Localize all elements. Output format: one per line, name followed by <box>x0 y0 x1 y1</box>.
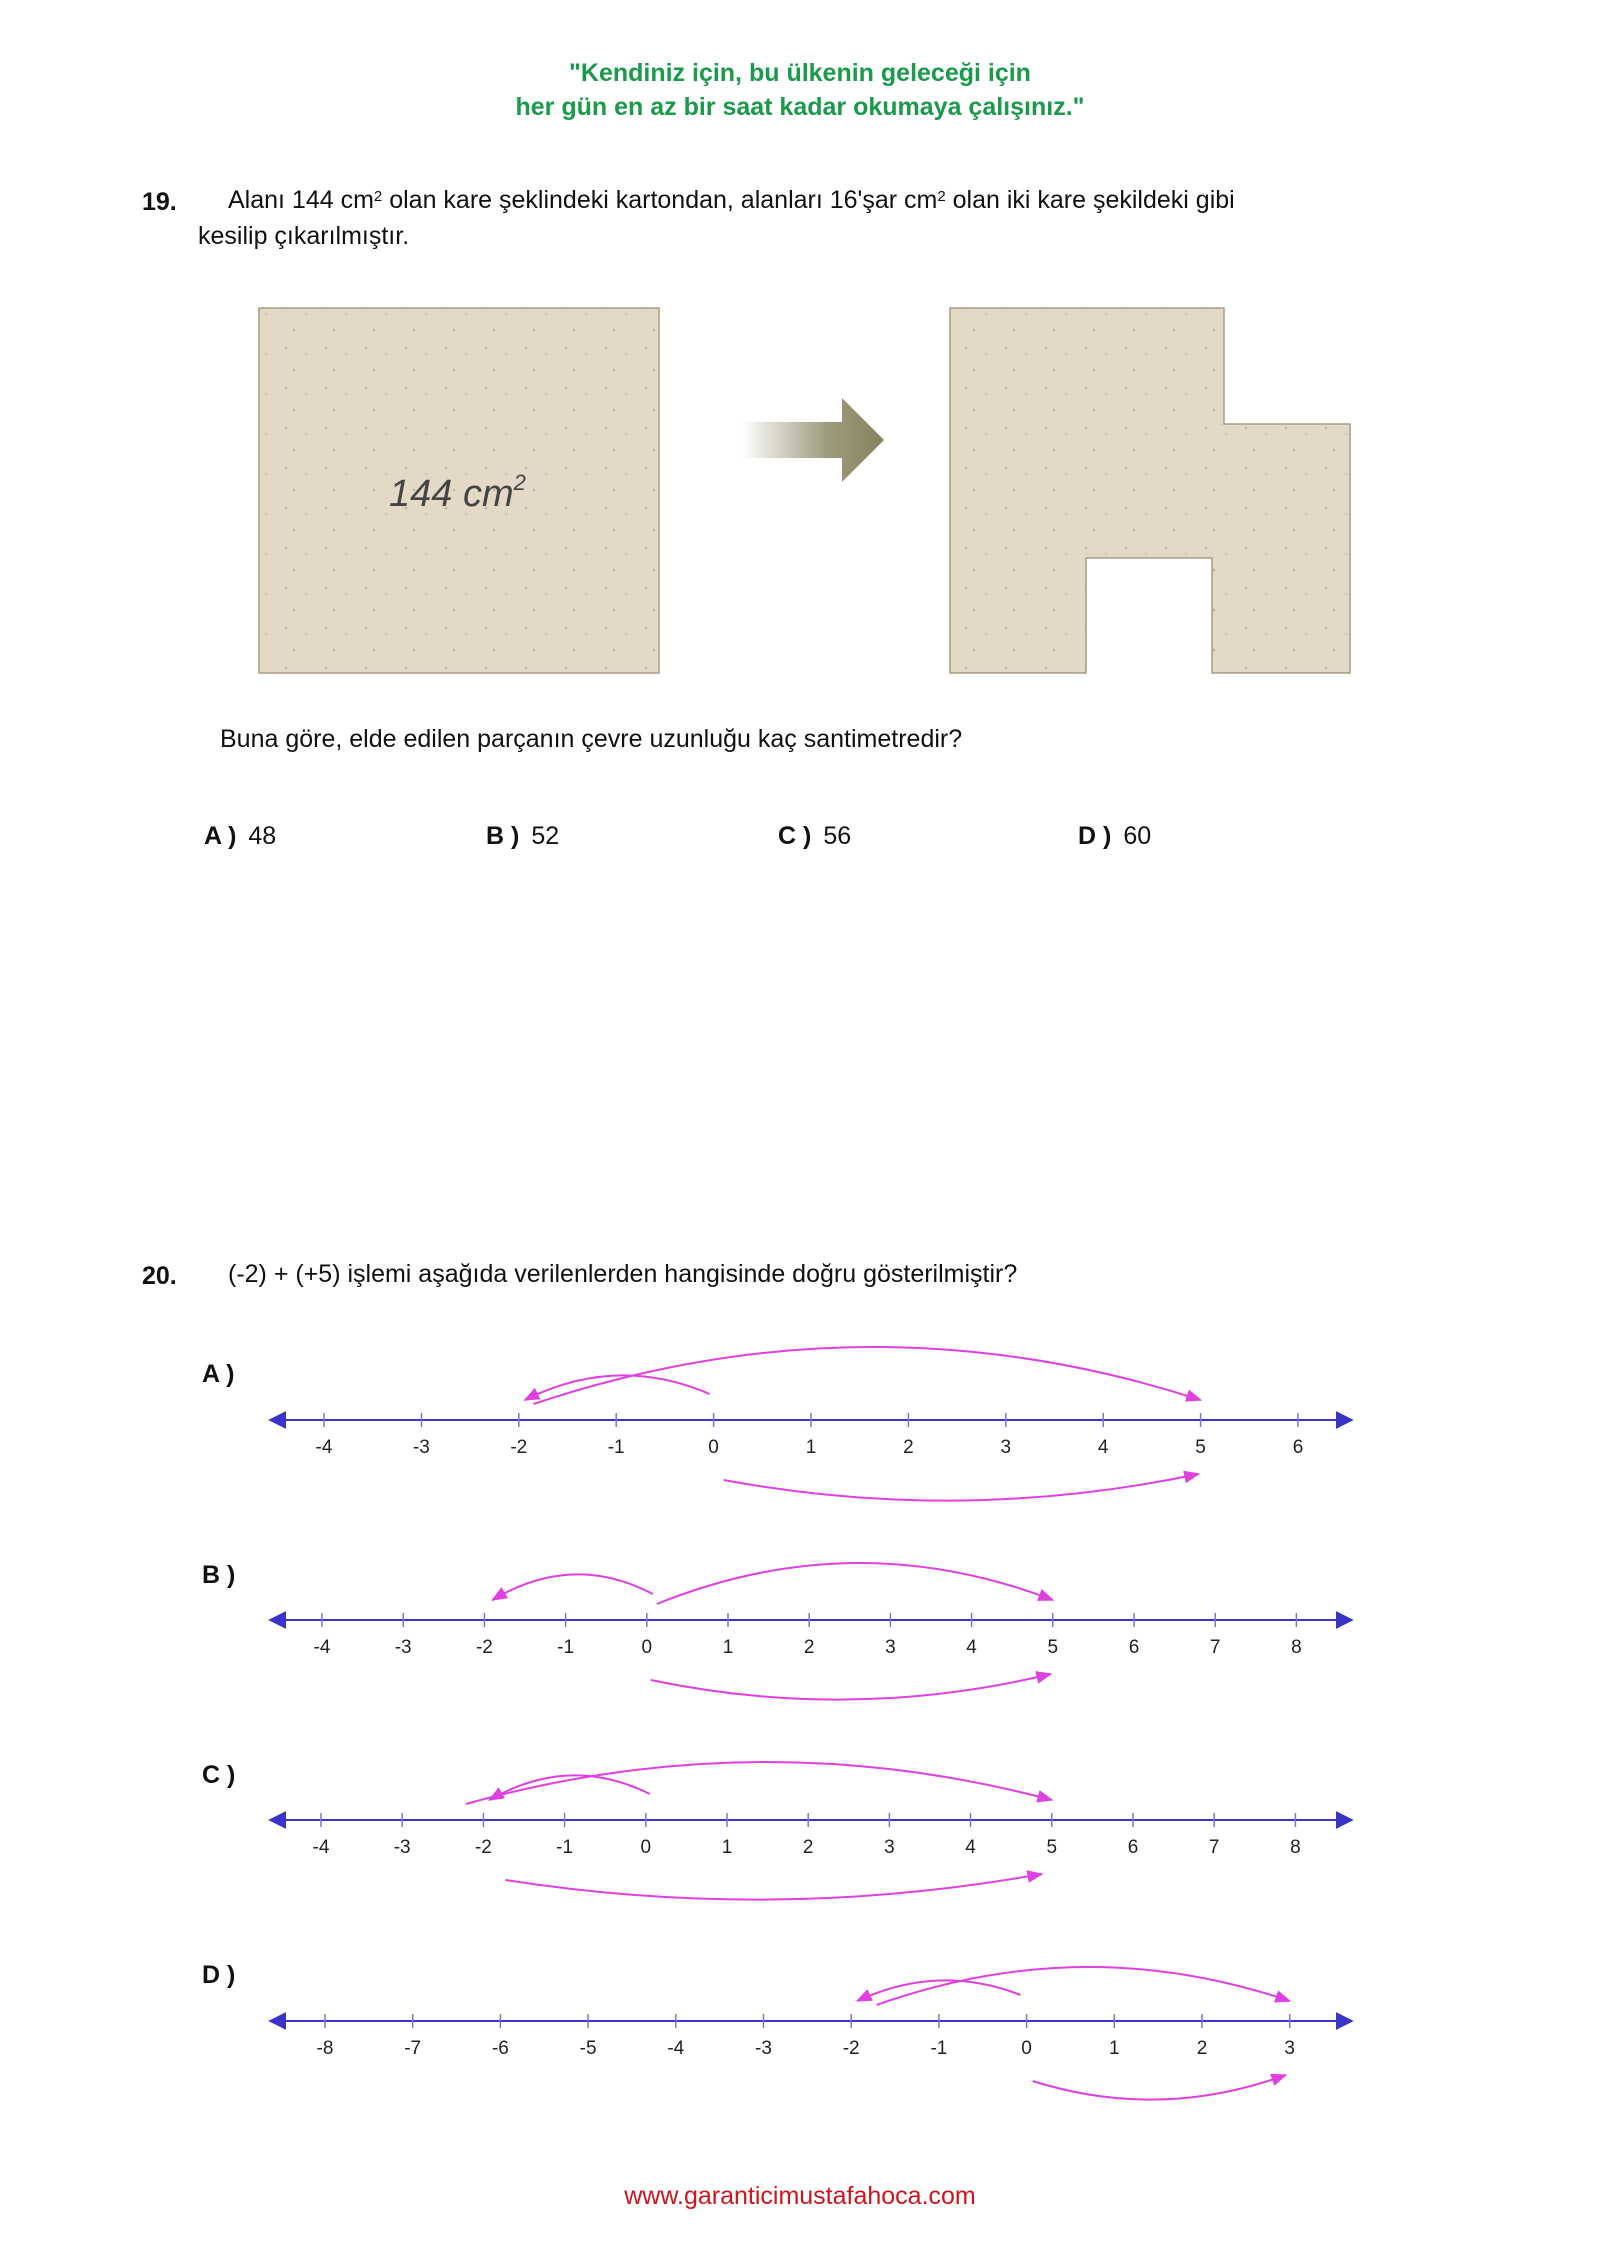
tick-label: 0 <box>708 1437 719 1458</box>
q20-option-a-label[interactable]: A ) <box>202 1360 235 1388</box>
question-19-prompt: Buna göre, elde edilen parçanın çevre uzunluğu kaç santimetredir? <box>220 725 963 753</box>
jump-arc <box>724 1474 1199 1501</box>
tick-label: 5 <box>1195 1437 1206 1458</box>
tick-label: -3 <box>412 1437 430 1458</box>
question-20-number: 20. <box>142 1262 177 1290</box>
tick-label: 3 <box>884 1837 895 1858</box>
motto-line-1: "Kendiniz için, bu ülkenin geleceği için <box>569 59 1031 87</box>
tick-label: 4 <box>965 1837 976 1858</box>
tick-label: 1 <box>721 1837 733 1858</box>
q20-option-b-label[interactable]: B ) <box>202 1561 236 1589</box>
tick-label: 2 <box>903 1437 914 1458</box>
tick-label: 2 <box>1196 2038 1208 2059</box>
tick-label: 3 <box>885 1637 896 1658</box>
cut-carton-shape <box>950 308 1350 673</box>
tick-label: -3 <box>394 1637 412 1658</box>
question-19-text-line-2: kesilip çıkarılmıştır. <box>198 222 410 250</box>
tick-label: 8 <box>1291 1637 1302 1658</box>
tick-label: 5 <box>1047 1637 1059 1658</box>
footer-website: www.garanticimustafahoca.com <box>624 2182 976 2210</box>
tick-label: -2 <box>474 1837 492 1858</box>
tick-label: 2 <box>802 1837 814 1858</box>
jump-arc <box>492 1574 652 1600</box>
jump-arc <box>877 1967 1290 2005</box>
tick-label: -2 <box>510 1437 528 1458</box>
number-line-b <box>270 1563 1352 1700</box>
tick-label: -1 <box>556 1837 574 1858</box>
tick-label: -1 <box>930 2038 948 2059</box>
tick-label: 0 <box>640 1837 652 1858</box>
tick-label: 5 <box>1046 1837 1058 1858</box>
tick-label: 4 <box>1097 1437 1109 1458</box>
q20-option-c-label[interactable]: C ) <box>202 1761 236 1789</box>
tick-label: 6 <box>1292 1437 1304 1458</box>
tick-label: -2 <box>475 1637 493 1658</box>
jump-arc <box>466 1762 1052 1804</box>
number-line-d <box>270 1967 1352 2100</box>
q19-option-c[interactable]: C ) 56 <box>778 822 852 850</box>
question-19-number: 19. <box>142 188 177 216</box>
jump-arc <box>505 1874 1041 1900</box>
tick-label: -5 <box>579 2038 597 2059</box>
q19-option-b[interactable]: B ) 52 <box>486 822 560 850</box>
number-line-c <box>270 1762 1352 1900</box>
tick-label: 1 <box>1109 2038 1120 2059</box>
tick-label: -1 <box>557 1637 575 1658</box>
jump-arc <box>857 1980 1020 2001</box>
tick-label: -6 <box>491 2038 509 2059</box>
q20-option-d-label[interactable]: D ) <box>202 1961 236 1989</box>
transform-arrow-icon <box>742 398 884 482</box>
tick-label: -4 <box>667 2038 685 2059</box>
tick-label: -1 <box>607 1437 625 1458</box>
tick-label: -4 <box>313 1637 331 1658</box>
question-20-text: (-2) + (+5) işlemi aşağıda verilenlerden hangisinde doğru gösterilmiştir? <box>228 1260 1018 1288</box>
tick-label: 0 <box>1021 2038 1032 2059</box>
tick-label: -4 <box>312 1837 330 1858</box>
tick-label: 1 <box>805 1437 817 1458</box>
tick-label: 3 <box>1000 1437 1012 1458</box>
tick-label: 1 <box>722 1637 734 1658</box>
tick-label: -2 <box>842 2038 860 2059</box>
jump-arc <box>651 1674 1051 1700</box>
tick-label: 2 <box>803 1637 815 1658</box>
tick-label: -7 <box>404 2038 422 2059</box>
tick-label: 7 <box>1209 1637 1221 1658</box>
tick-label: 4 <box>966 1637 977 1658</box>
tick-label: 7 <box>1208 1837 1220 1858</box>
tick-label: 3 <box>1284 2038 1295 2059</box>
tick-label: 0 <box>641 1637 653 1658</box>
q19-option-a[interactable]: A ) 48 <box>204 822 277 850</box>
jump-arc <box>657 1563 1053 1604</box>
tick-label: -3 <box>393 1837 411 1858</box>
tick-label: 6 <box>1128 1637 1140 1658</box>
jump-arc <box>534 1347 1201 1404</box>
tick-label: 8 <box>1290 1837 1301 1858</box>
tick-label: -3 <box>755 2038 772 2059</box>
question-19-figure <box>0 300 1600 720</box>
tick-label: -4 <box>315 1437 333 1458</box>
tick-label: 6 <box>1127 1837 1139 1858</box>
q19-option-d[interactable]: D ) 60 <box>1078 822 1152 850</box>
motto-line-2: her gün en az bir saat kadar okumaya çalışınız." <box>515 93 1085 121</box>
jump-arc <box>1033 2075 1286 2100</box>
motto <box>0 56 1600 124</box>
q20-number-lines <box>0 1300 1600 2200</box>
number-line-a <box>270 1347 1352 1501</box>
tick-label: -8 <box>316 2038 334 2059</box>
square-area-label: 144 $cm^2$ <box>389 470 526 515</box>
question-19-text: Alanı 144 $cm^2$ olan kare şeklindeki kartondan, alanları 16'şar $cm^2$ olan iki kare şekildeki gibi <box>228 186 1235 214</box>
